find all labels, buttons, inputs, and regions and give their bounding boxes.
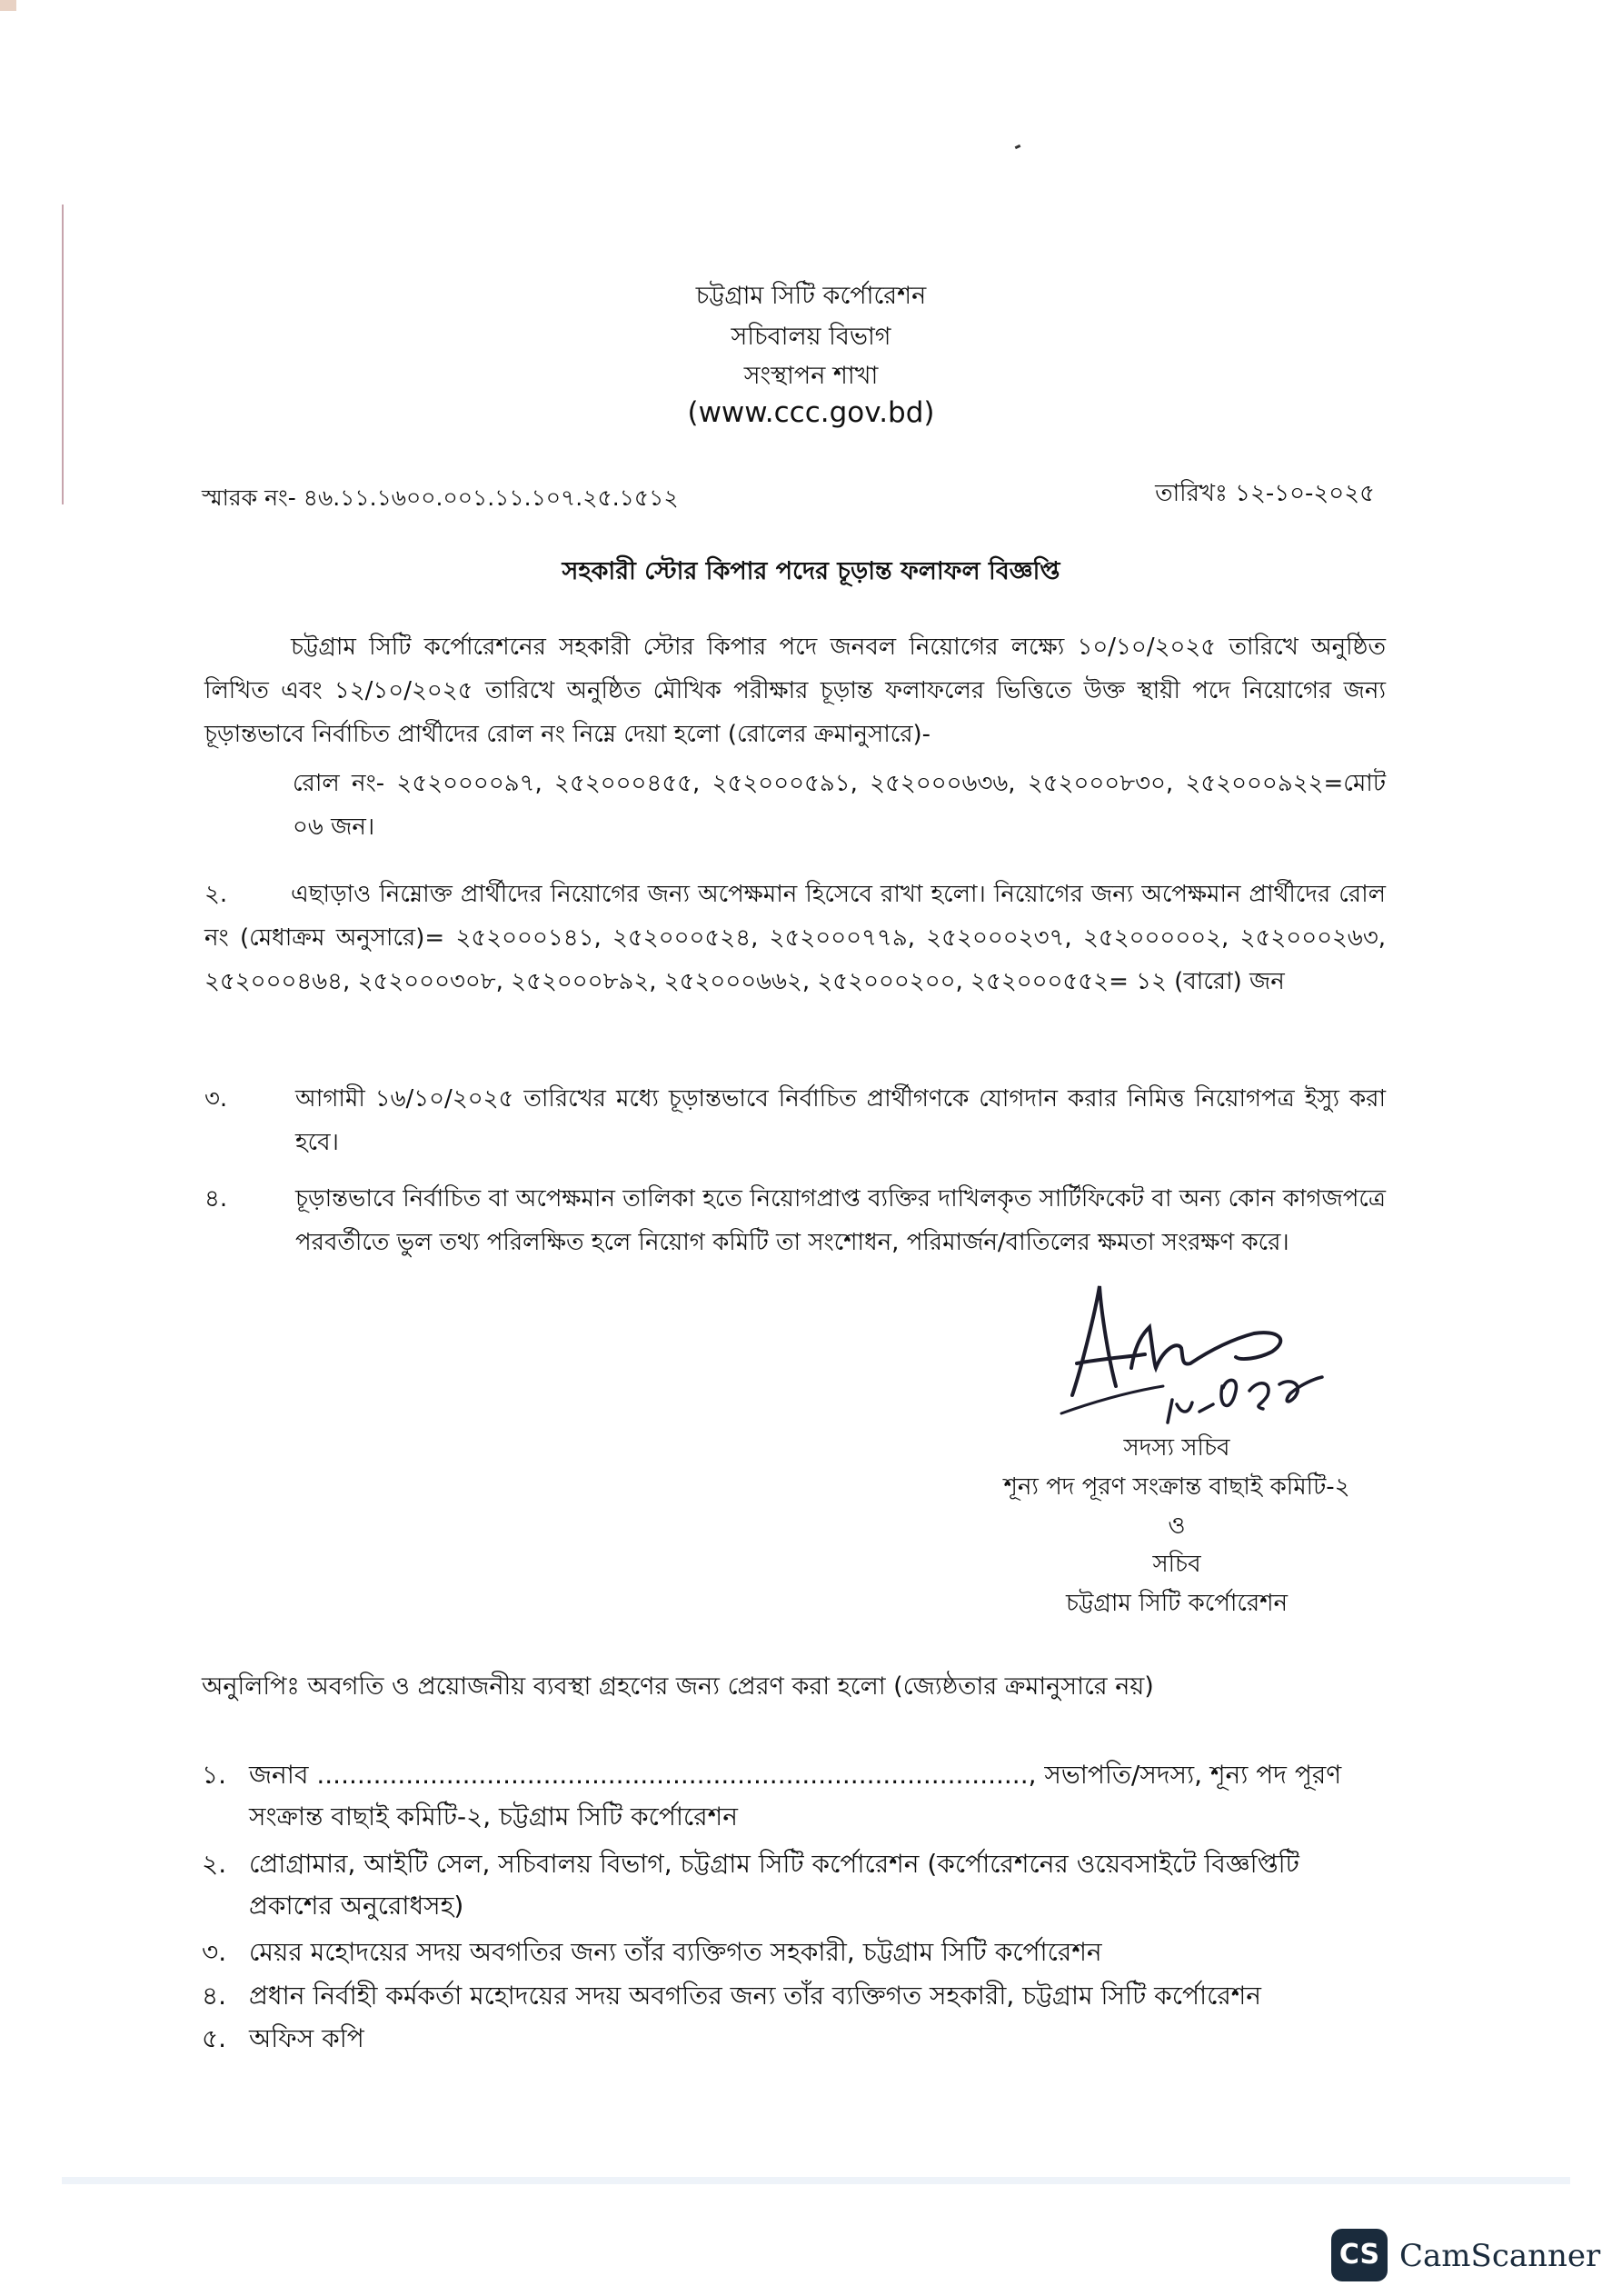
scan-dot-mark: [1015, 145, 1021, 149]
scan-bottom-edge: [62, 2177, 1570, 2184]
point-3: [204, 1077, 1386, 1164]
cc-list-item: [202, 1975, 1374, 2017]
cc-item-text: জনাব ........................................................................................, সভাপতি/সদস্য, শূন্য পদ পূরণ সংক্রান্ত বাছাই কমিটি-২, চট্টগ্রাম সিটি কর্পোরেশন: [249, 1760, 1342, 1832]
point-4: [204, 1177, 1386, 1264]
cc-list-item: [202, 1754, 1374, 1838]
intro-paragraph: চট্টগ্রাম সিটি কর্পোরেশনের সহকারী স্টোর কিপার পদে জনবল নিয়োগের লক্ষ্যে ১০/১০/২০২৫ তারিখে অনুষ্ঠিত লিখিত এবং ১২/১০/২০২৫ তারিখে অনুষ্ঠিত মৌখিক পরীক্ষার চূড়ান্ত ফলাফলের ভিত্তিতে উক্ত স্থায়ী পদে নিয়োগের জন্য চূড়ান্তভাবে নির্বাচিত প্রার্থীদের রোল নং নিম্নে দেয়া হলো (রোলের ক্রমানুসারে)-: [204, 634, 1386, 748]
camscanner-logo-icon: CS: [1331, 2229, 1388, 2281]
cc-item-number: ১.: [202, 1760, 227, 1790]
cc-item-number: ৩.: [202, 1937, 227, 1967]
notice-subject: সহকারী স্টোর কিপার পদের চূড়ান্ত ফলাফল বিজ্ঞপ্তি: [562, 557, 1060, 585]
signatory-committee: শূন্য পদ পূরণ সংক্রান্ত বাছাই কমিটি-২: [1003, 1473, 1350, 1501]
waiting-list-paragraph: [204, 873, 1386, 1003]
point-3-text: আগামী ১৬/১০/২০২৫ তারিখের মধ্যে চূড়ান্তভাবে নির্বাচিত প্রার্থীগণকে যোগদান করার নিমিত্ত নিয়োগপত্র ইস্যু করা হবে।: [295, 1085, 1386, 1156]
signatory-role: সচিব: [1152, 1551, 1201, 1578]
signatory-org: চট্টগ্রাম সিটি কর্পোরেশন: [1065, 1590, 1289, 1617]
handwritten-signature: [1045, 1277, 1354, 1436]
header-website: (www.ccc.gov.bd): [687, 396, 935, 429]
header-department: সচিবালয় বিভাগ: [731, 323, 891, 351]
point-number: ২.: [204, 881, 228, 908]
cc-item-text: প্রধান নির্বাহী কর্মকর্তা মহোদয়ের সদয় অবগতির জন্য তাঁর ব্যক্তিগত সহকারী, চট্টগ্রাম সিটি কর্পোরেশন: [249, 1981, 1262, 2011]
signatory-conjunction: ও: [1168, 1512, 1186, 1540]
cc-heading: অনুলিপিঃ অবগতি ও প্রয়োজনীয় ব্যবস্থা গ্রহণের জন্য প্রেরণ করা হলো (জ্যেষ্ঠতার ক্রমানুসারে নয়): [202, 1672, 1154, 1701]
cc-list-item: [202, 1932, 1374, 1973]
header-org: চট্টগ্রাম সিটি কর্পোরেশন: [695, 282, 927, 310]
point-number: ৪.: [204, 1185, 228, 1213]
cc-item-number: ৪.: [202, 1981, 227, 2011]
cc-item-text: প্রোগ্রামার, আইটি সেল, সচিবালয় বিভাগ, চট্টগ্রাম সিটি কর্পোরেশন (কর্পোরেশনের ওয়েবসাইটে বিজ্ঞপ্তিটি প্রকাশের অনুরোধসহ): [249, 1849, 1299, 1921]
camscanner-watermark: CamScanner: [1399, 2238, 1601, 2274]
cc-item-text: অফিস কপি: [249, 2023, 364, 2053]
header-section: সংস্থাপন শাখা: [743, 362, 879, 390]
letter-date: তারিখঃ ১২-১০-২০২৫: [1155, 480, 1375, 507]
cc-item-number: ২.: [202, 1849, 227, 1879]
signatory-title: সদস্য সচিব: [1123, 1434, 1230, 1462]
point-number: ৩.: [204, 1085, 228, 1113]
waiting-list-text: এছাড়াও নিম্নোক্ত প্রার্থীদের নিয়োগের জন্য অপেক্ষমান হিসেবে রাখা হলো। নিয়োগের জন্য অপেক্ষমান প্রার্থীদের রোল নং (মেধাক্রম অনুসারে)= ২৫২০০০১৪১, ২৫২০০০৫২৪, ২৫২০০০৭৭৯, ২৫২০০০২৩৭, ২৫২০০০০০২, ২৫২০০০২৬৩, ২৫২০০০৪৬৪, ২৫২০০০৩০৮, ২৫২০০০৮৯২, ২৫২০০০৬৬২, ২৫২০০০২০০, ২৫২০০০৫৫২= ১২ (বারো) জন: [204, 881, 1386, 995]
cc-list-item: [202, 2018, 1374, 2060]
scan-corner-mark: [0, 0, 16, 11]
cc-list-item: [202, 1843, 1374, 1927]
selected-roll-list: রোল নং- ২৫২০০০০৯৭, ২৫২০০০৪৫৫, ২৫২০০০৫৯১, ২৫২০০০৬৩৬, ২৫২০০০৮৩০, ২৫২০০০৯২২=মোট ০৬ জন।: [293, 770, 1386, 841]
memo-number: স্মারক নং- ৪৬.১১.১৬০০.০০১.১১.১০৭.২৫.১৫১২: [202, 484, 679, 511]
cc-item-text: মেয়র মহোদয়ের সদয় অবগতির জন্য তাঁর ব্যক্তিগত সহকারী, চট্টগ্রাম সিটি কর্পোরেশন: [249, 1937, 1102, 1967]
point-4-text: চূড়ান্তভাবে নির্বাচিত বা অপেক্ষমান তালিকা হতে নিয়োগপ্রাপ্ত ব্যক্তির দাখিলকৃত সার্টিফিকেট বা অন্য কোন কাগজপত্রে পরবর্তীতে ভুল তথ্য পরিলক্ষিত হলে নিয়োগ কমিটি তা সংশোধন, পরিমার্জন/বাতিলের ক্ষমতা সংরক্ষণ করে।: [295, 1185, 1386, 1256]
cc-item-number: ৫.: [202, 2023, 227, 2053]
